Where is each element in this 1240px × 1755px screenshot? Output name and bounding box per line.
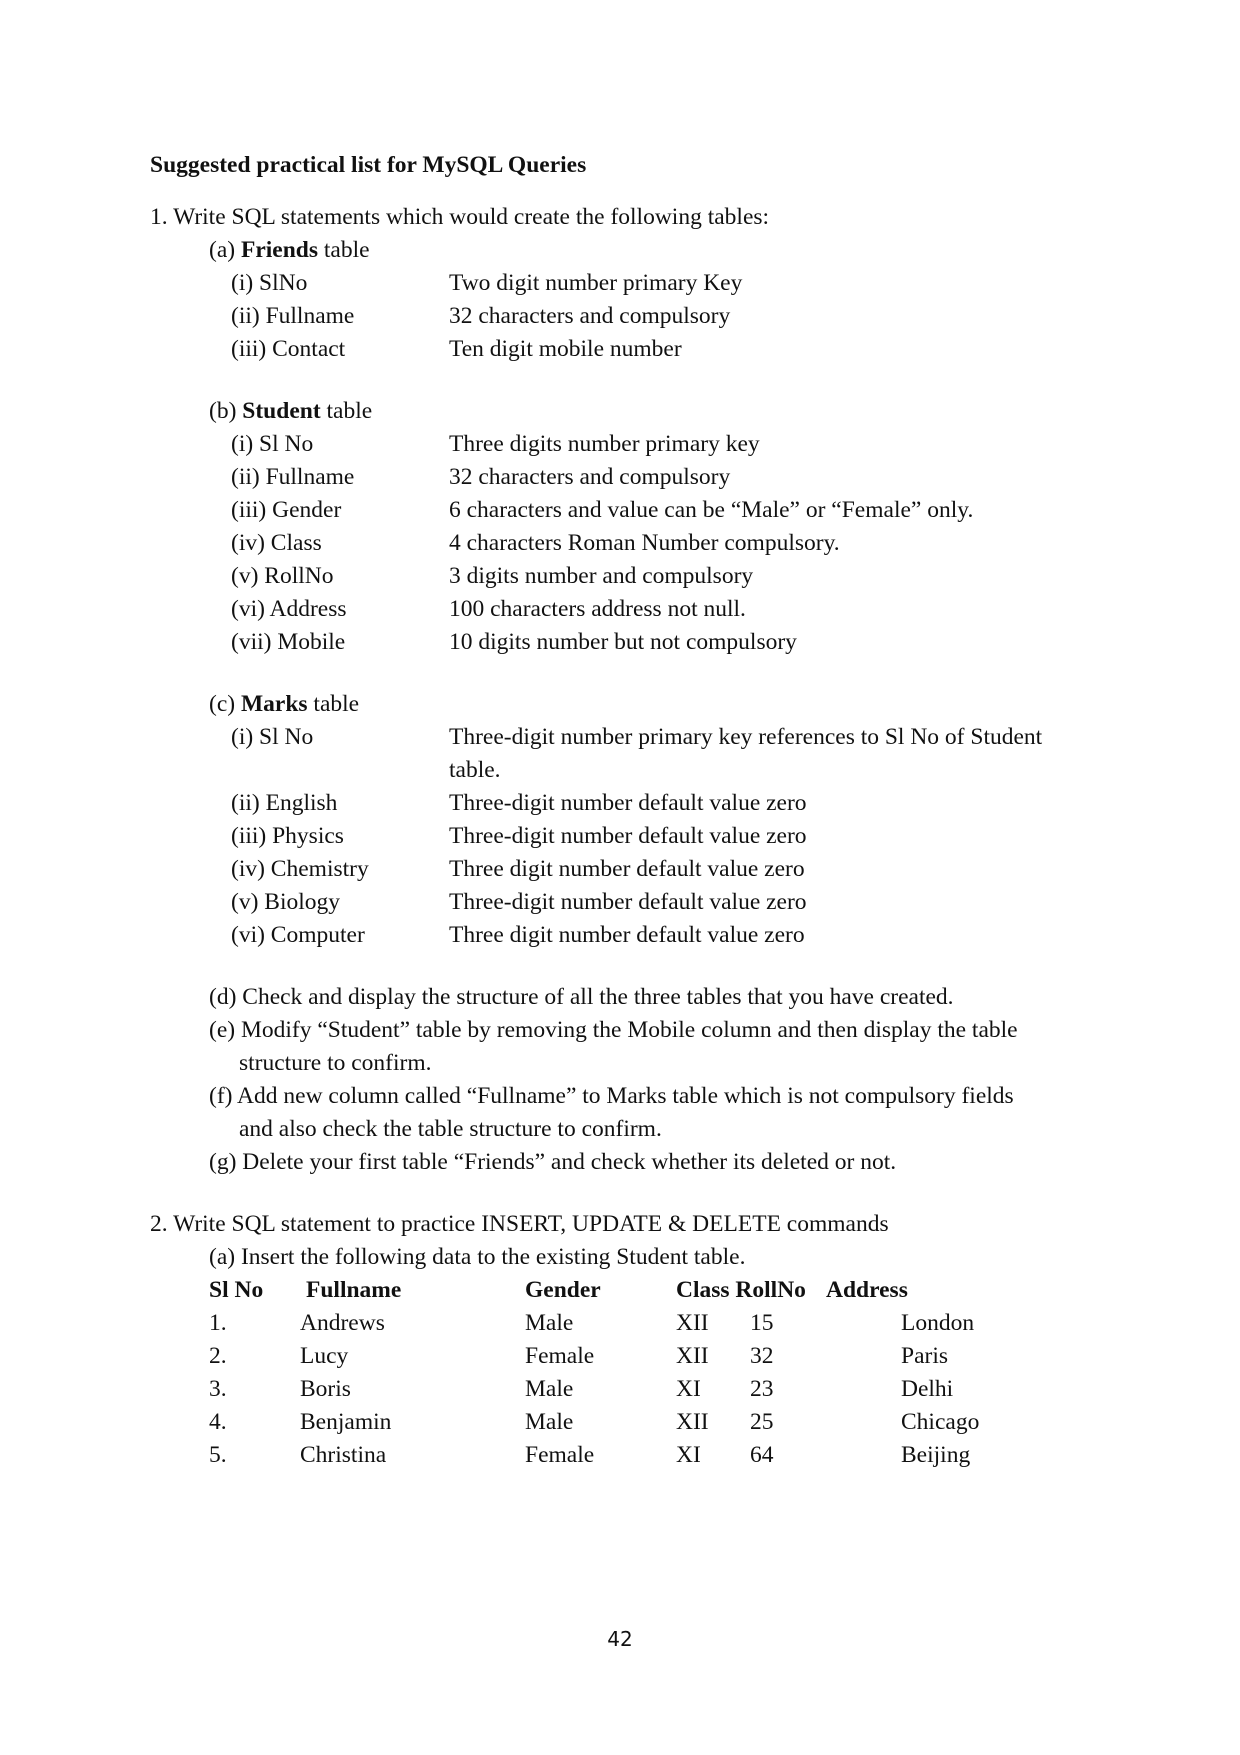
task-g: (g) Delete your first table “Friends” and check whether its deleted or not. <box>209 1149 897 1175</box>
cell-rollno: 64 <box>750 1442 774 1468</box>
cell-class: XI <box>676 1376 701 1402</box>
field-label: (iii) Gender <box>231 497 342 523</box>
question-2-sub-a: (a) Insert the following data to the existing Student table. <box>209 1244 746 1270</box>
marks-table-heading <box>209 688 359 721</box>
task-f: (f) Add new column called “Fullname” to Marks table which is not compulsory fields <box>209 1083 1014 1109</box>
cell-slno: 5. <box>209 1442 227 1468</box>
field-label: (i) Sl No <box>231 724 314 750</box>
friends-suffix: table <box>318 237 370 263</box>
field-desc: Three digit number default value zero <box>449 922 805 948</box>
student-name: Student <box>242 398 321 424</box>
cell-rollno: 25 <box>750 1409 774 1435</box>
cell-class: XII <box>676 1343 709 1369</box>
field-label: (iii) Physics <box>231 823 344 849</box>
field-label: (ii) English <box>231 790 338 816</box>
field-label: (iv) Chemistry <box>231 856 369 882</box>
field-label: (ii) Fullname <box>231 464 355 490</box>
header-gender: Gender <box>525 1277 601 1303</box>
field-label: (vi) Computer <box>231 922 365 948</box>
field-label: (iii) Contact <box>231 336 346 362</box>
field-label: (vi) Address <box>231 596 347 622</box>
cell-gender: Male <box>525 1310 574 1336</box>
cell-fullname: Benjamin <box>300 1409 392 1435</box>
cell-address: Paris <box>901 1343 948 1369</box>
cell-class: XII <box>676 1409 709 1435</box>
field-label: (i) SlNo <box>231 270 308 296</box>
field-desc: 32 characters and compulsory <box>449 303 731 329</box>
header-slno: Sl No <box>209 1277 264 1303</box>
field-label: (iv) Class <box>231 530 322 556</box>
task-e: (e) Modify “Student” table by removing the Mobile column and then display the table <box>209 1017 1018 1043</box>
cell-gender: Male <box>525 1376 574 1402</box>
cell-address: Chicago <box>901 1409 980 1435</box>
cell-slno: 2. <box>209 1343 227 1369</box>
student-suffix: table <box>320 398 373 424</box>
cell-gender: Female <box>525 1343 595 1369</box>
cell-fullname: Lucy <box>300 1343 349 1369</box>
cell-class: XII <box>676 1310 709 1336</box>
field-desc: Three-digit number default value zero <box>449 823 807 849</box>
question-1-intro: 1. Write SQL statements which would create the following tables: <box>150 204 770 230</box>
field-desc: 10 digits number but not compulsory <box>449 629 797 655</box>
friends-prefix: (a) <box>209 237 241 263</box>
field-desc-continuation: table. <box>449 757 501 783</box>
cell-address: Beijing <box>901 1442 971 1468</box>
marks-prefix: (c) <box>209 691 241 717</box>
field-desc: Three digit number default value zero <box>449 856 805 882</box>
cell-address: London <box>901 1310 975 1336</box>
field-desc: Ten digit mobile number <box>449 336 682 362</box>
cell-class: XI <box>676 1442 701 1468</box>
header-address: Address <box>826 1277 908 1303</box>
field-desc: Three digits number primary key <box>449 431 760 457</box>
cell-rollno: 32 <box>750 1343 774 1369</box>
cell-slno: 1. <box>209 1310 227 1336</box>
field-label: (ii) Fullname <box>231 303 355 329</box>
field-label: (v) Biology <box>231 889 341 915</box>
cell-slno: 3. <box>209 1376 227 1402</box>
cell-fullname: Boris <box>300 1376 351 1402</box>
cell-slno: 4. <box>209 1409 227 1435</box>
header-fullname: Fullname <box>306 1277 402 1303</box>
friends-table-heading <box>209 234 370 267</box>
field-desc: 4 characters Roman Number compulsory. <box>449 530 840 556</box>
field-label: (i) Sl No <box>231 431 314 457</box>
cell-fullname: Christina <box>300 1442 387 1468</box>
task-e-continuation: structure to confirm. <box>239 1050 432 1076</box>
cell-rollno: 15 <box>750 1310 774 1336</box>
page-number: 42 <box>607 1627 633 1651</box>
friends-name: Friends <box>240 237 318 263</box>
cell-rollno: 23 <box>750 1376 774 1402</box>
cell-address: Delhi <box>901 1376 954 1402</box>
marks-suffix: table <box>307 691 360 717</box>
field-desc: 6 characters and value can be “Male” or “Female” only. <box>449 497 974 523</box>
page-title: Suggested practical list for MySQL Queries <box>150 152 587 178</box>
field-desc: Three-digit number default value zero <box>449 889 807 915</box>
field-desc: 32 characters and compulsory <box>449 464 731 490</box>
field-label: (vii) Mobile <box>231 629 346 655</box>
field-desc: Three-digit number default value zero <box>449 790 807 816</box>
field-desc: Three-digit number primary key references to Sl No of Student <box>449 724 1043 750</box>
cell-gender: Female <box>525 1442 595 1468</box>
field-desc: 3 digits number and compulsory <box>449 563 754 589</box>
marks-name: Marks <box>240 691 308 717</box>
header-class-rollno: Class RollNo <box>676 1277 806 1303</box>
question-2-intro: 2. Write SQL statement to practice INSERT, UPDATE & DELETE commands <box>150 1211 889 1237</box>
task-f-continuation: and also check the table structure to confirm. <box>239 1116 662 1142</box>
cell-gender: Male <box>525 1409 574 1435</box>
student-prefix: (b) <box>209 398 243 424</box>
cell-fullname: Andrews <box>300 1310 385 1336</box>
student-table-heading <box>209 395 372 428</box>
field-desc: Two digit number primary Key <box>449 270 743 296</box>
field-label: (v) RollNo <box>231 563 334 589</box>
task-d: (d) Check and display the structure of all the three tables that you have created. <box>209 984 954 1010</box>
field-desc: 100 characters address not null. <box>449 596 746 622</box>
